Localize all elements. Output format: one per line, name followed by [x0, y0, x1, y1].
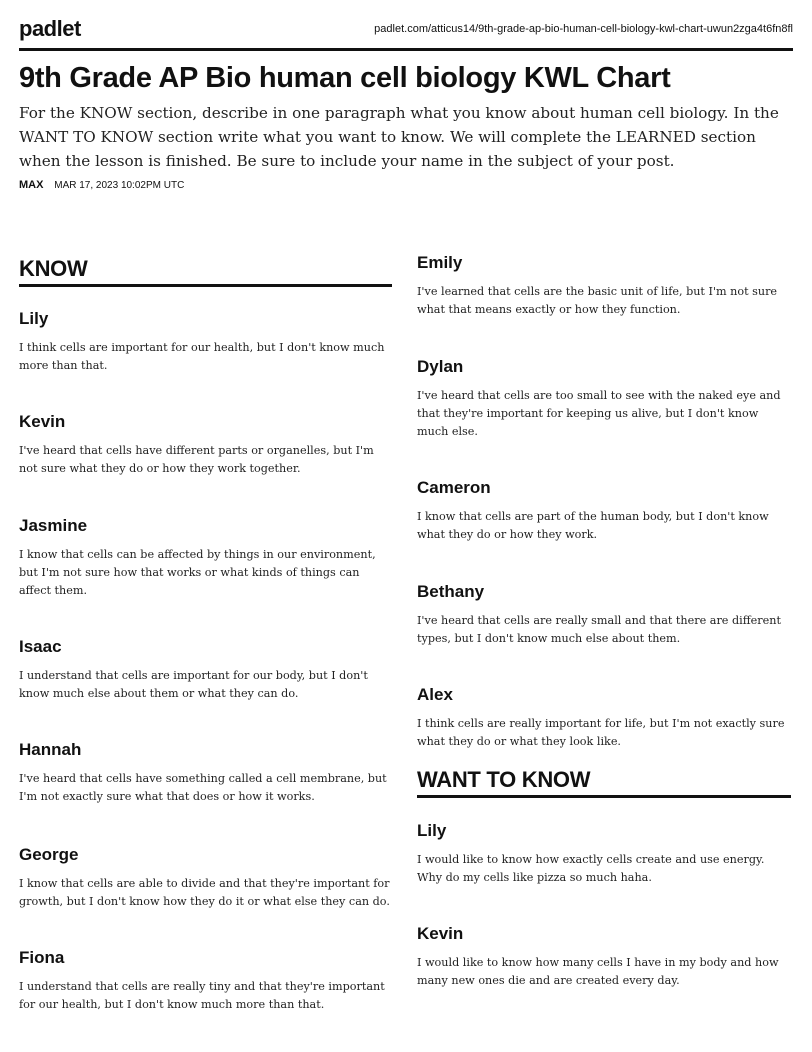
post-author: George — [19, 845, 79, 864]
post-card[interactable] — [19, 948, 392, 1014]
post-body: I've heard that cells have different parts or organelles, but I'm not sure what they do or how they work together. — [19, 444, 374, 475]
post-card[interactable] — [417, 685, 791, 751]
post-author: Emily — [417, 253, 463, 272]
board-author: MAX — [19, 179, 44, 191]
post-card[interactable] — [19, 740, 392, 806]
post-card[interactable] — [19, 845, 392, 911]
post-card[interactable] — [19, 637, 392, 703]
post-card[interactable] — [417, 357, 791, 441]
post-card[interactable] — [19, 309, 392, 375]
section-heading-want-to-know: WANT TO KNOW — [417, 767, 791, 798]
post-author: Hannah — [19, 740, 82, 759]
post-body: I've heard that cells are really small and that there are different types, but I don't know much else about them. — [417, 614, 781, 645]
board-meta — [19, 179, 184, 191]
padlet-logo[interactable]: padlet — [19, 16, 81, 41]
post-body: I would like to know how many cells I have in my body and how many new ones die and are created every day. — [417, 956, 779, 987]
post-body: I understand that cells are really tiny and that they're important for our health, but I don't know much more than that. — [19, 980, 385, 1011]
post-card[interactable] — [417, 253, 791, 319]
post-author: Alex — [417, 685, 453, 704]
section-heading-know: KNOW — [19, 256, 392, 287]
post-body: I think cells are important for our health, but I don't know much more than that. — [19, 341, 385, 372]
post-card[interactable] — [19, 516, 392, 600]
post-body: I would like to know how exactly cells create and use energy. Why do my cells like pizza so much haha. — [417, 853, 765, 884]
post-card[interactable] — [19, 412, 392, 478]
page-url: padlet.com/atticus14/9th-grade-ap-bio-human-cell-biology-kwl-chart-uwun2zga4t6fn8fl — [374, 23, 793, 35]
board-timestamp: MAR 17, 2023 10:02PM UTC — [54, 180, 185, 191]
post-author: Kevin — [19, 412, 66, 431]
post-author: Jasmine — [19, 516, 88, 535]
top-bar — [19, 12, 793, 51]
post-author: Kevin — [417, 924, 464, 943]
post-author: Fiona — [19, 948, 65, 967]
post-card[interactable] — [417, 821, 791, 887]
post-author: Cameron — [417, 478, 491, 497]
post-body: I've heard that cells have something called a cell membrane, but I'm not exactly sure what that does or how it works. — [19, 772, 387, 803]
post-body: I know that cells are able to divide and that they're important for growth, but I don't know how they do it or what else they can do. — [19, 877, 390, 908]
post-author: Isaac — [19, 637, 62, 656]
post-body: I've learned that cells are the basic unit of life, but I'm not sure what that means exactly or how they function. — [417, 285, 778, 316]
post-body: I've heard that cells are too small to see with the naked eye and that they're important for keeping us alive, but I don't know much else. — [417, 389, 781, 438]
post-body: I think cells are really important for life, but I'm not exactly sure what they do or what they look like. — [417, 717, 785, 748]
post-body: I know that cells are part of the human body, but I don't know what they do or how they work. — [417, 510, 769, 541]
post-card[interactable] — [417, 924, 791, 990]
post-body: I understand that cells are important for our body, but I don't know much else about them or what they can do. — [19, 669, 368, 700]
post-author: Lily — [417, 821, 447, 840]
board-title: 9th Grade AP Bio human cell biology KWL Chart — [19, 62, 671, 94]
post-author: Dylan — [417, 357, 464, 376]
post-author: Lily — [19, 309, 49, 328]
post-body: I know that cells can be affected by things in our environment, but I'm not sure how that works or what kinds of things can affect them. — [19, 548, 376, 597]
post-card[interactable] — [417, 582, 791, 648]
post-card[interactable] — [417, 478, 791, 544]
post-author: Bethany — [417, 582, 485, 601]
board-description: For the KNOW section, describe in one paragraph what you know about human cell biology. In the WANT TO KNOW section write what you want to know. We will complete the LEARNED section when the lesson is finished. Be sure to include your name in the subject of your post. — [19, 104, 779, 170]
